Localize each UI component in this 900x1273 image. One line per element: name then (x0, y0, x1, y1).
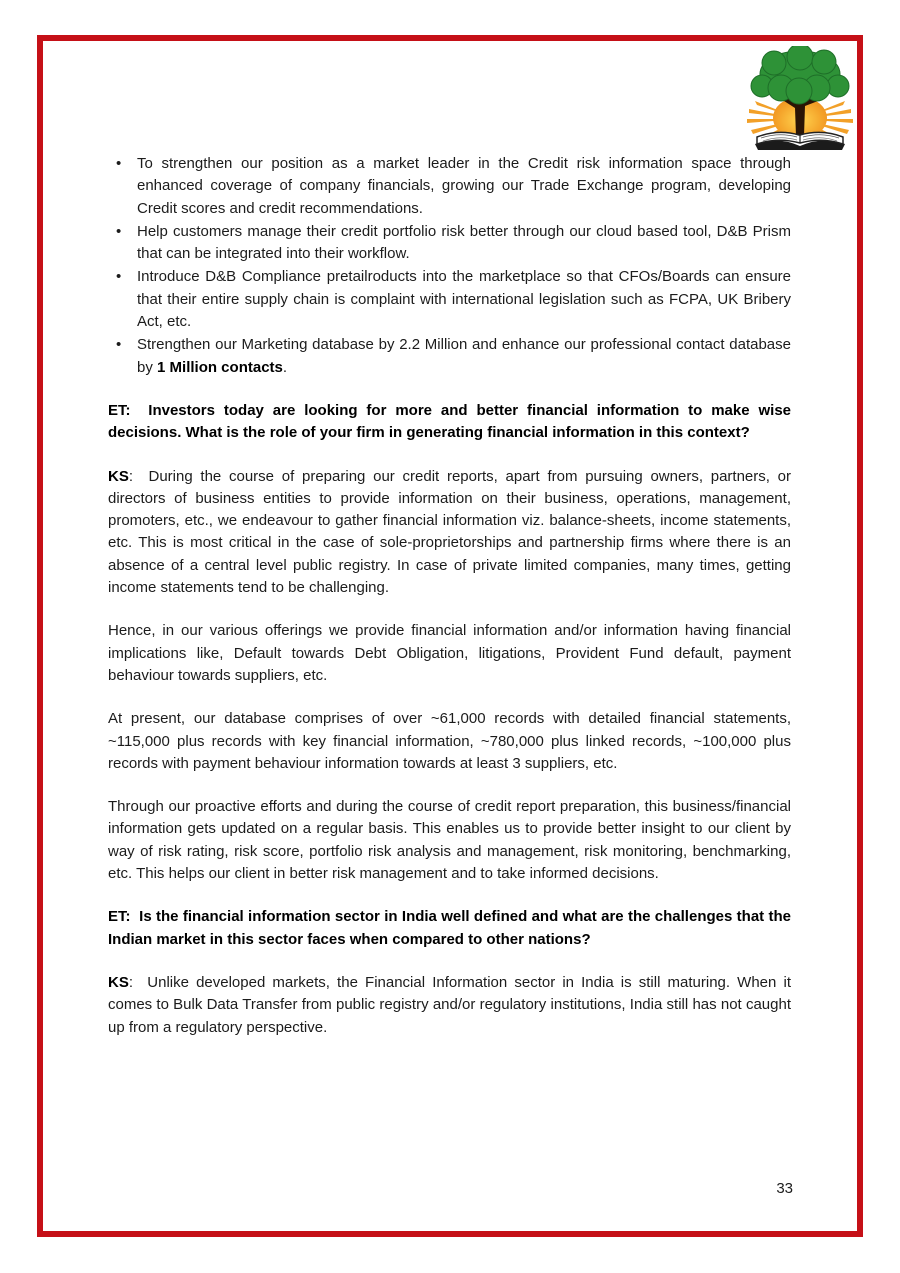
answer-paragraph-4 (108, 796, 791, 885)
question-paragraph-2 (108, 906, 791, 951)
speaker-label-ks: KS (108, 467, 129, 485)
bullet-text: To strengthen our position as a market leader in the Credit risk information space through enhanced coverage of company financials, growing our Trade Exchange program, developing Credit scores and credit recommendations. (137, 155, 791, 217)
speaker-label-et: ET: (108, 401, 131, 419)
answer-paragraph-5 (108, 972, 791, 1039)
paragraph-text: Investors today are looking for more and better financial information to make wise decisions. What is the role of your firm in generating financial information in this context? (108, 401, 791, 442)
answer-paragraph-1 (108, 466, 791, 600)
bullet-item (108, 221, 791, 266)
speaker-label-et: ET: (108, 908, 131, 926)
page-number: 33 (776, 1180, 793, 1197)
bullet-item (108, 153, 791, 220)
bullet-icon: • (116, 268, 122, 286)
speaker-label-ks: KS (108, 973, 129, 991)
paragraph-text: Through our proactive efforts and during the course of credit report preparation, this business/financial information gets updated on a regular basis. This enables us to provide better insight to our client by way of risk rating, risk score, portfolio risk analysis and management, risk monitoring, benchmarking, etc. This helps our client in better risk management and to take informed decisions. (108, 798, 791, 883)
bullet-text: Help customers manage their credit portfolio risk better through our cloud based tool, D&B Prism that can be integrated into their workflow. (137, 222, 791, 263)
paragraph-text: At present, our database comprises of over ~61,000 records with detailed financial statements, ~115,000 plus records with key financial information, ~780,000 plus linked records, ~100,000 plus records with payment behaviour information towards at least 3 suppliers, etc. (108, 710, 791, 772)
tree-book-logo (745, 46, 855, 154)
question-paragraph-1 (108, 400, 791, 445)
bullet-icon: • (116, 336, 122, 354)
paragraph-text: : Unlike developed markets, the Financial Information sector in India is still maturing. When it comes to Bulk Data Transfer from public registry and/or regulatory institutions, India still has not caught up from a regulatory perspective. (108, 973, 791, 1036)
bullet-icon: • (116, 155, 122, 172)
paragraph-text: : During the course of preparing our credit reports, apart from pursuing owners, partners, or directors of business entities to provide information on their business, operations, management, promoters, etc., we endeavour to gather financial information viz. balance-sheets, income statements, etc. This is most critical in the case of sole-proprietorships and partnership firms where there is an absence of a central level public registry. In case of private limited companies, many times, getting income statements tend to be challenging. (108, 467, 791, 597)
bullet-item (108, 266, 791, 333)
bullet-item (108, 334, 791, 379)
answer-paragraph-2 (108, 620, 791, 687)
paragraph-text: Is the financial information sector in India well defined and what are the challenges that the Indian market in this sector faces when compared to other nations? (108, 908, 791, 948)
bullet-text: Introduce D&B Compliance pretailroducts into the marketplace so that CFOs/Boards can ensure that their entire supply chain is complaint with international legislation such as FCPA, UK Bribery Act, etc. (137, 268, 791, 331)
paragraph-text: Hence, in our various offerings we provide financial information and/or information having financial implications like, Default towards Debt Obligation, litigations, Provident Fund default, payment behaviour towards suppliers, etc. (108, 622, 791, 684)
answer-paragraph-3 (108, 708, 791, 775)
tree-book-logo-icon (745, 46, 855, 154)
bullet-text-pre: Strengthen our Marketing database by 2.2 Million and enhance our professional contact database by (137, 336, 791, 376)
bullet-text-post: . (282, 358, 288, 376)
bullet-text-bold: 1 Million contacts (157, 358, 283, 376)
bullet-text (137, 336, 791, 375)
bullet-icon: • (116, 222, 122, 240)
document-body (108, 153, 791, 1039)
bullet-list (108, 153, 791, 379)
